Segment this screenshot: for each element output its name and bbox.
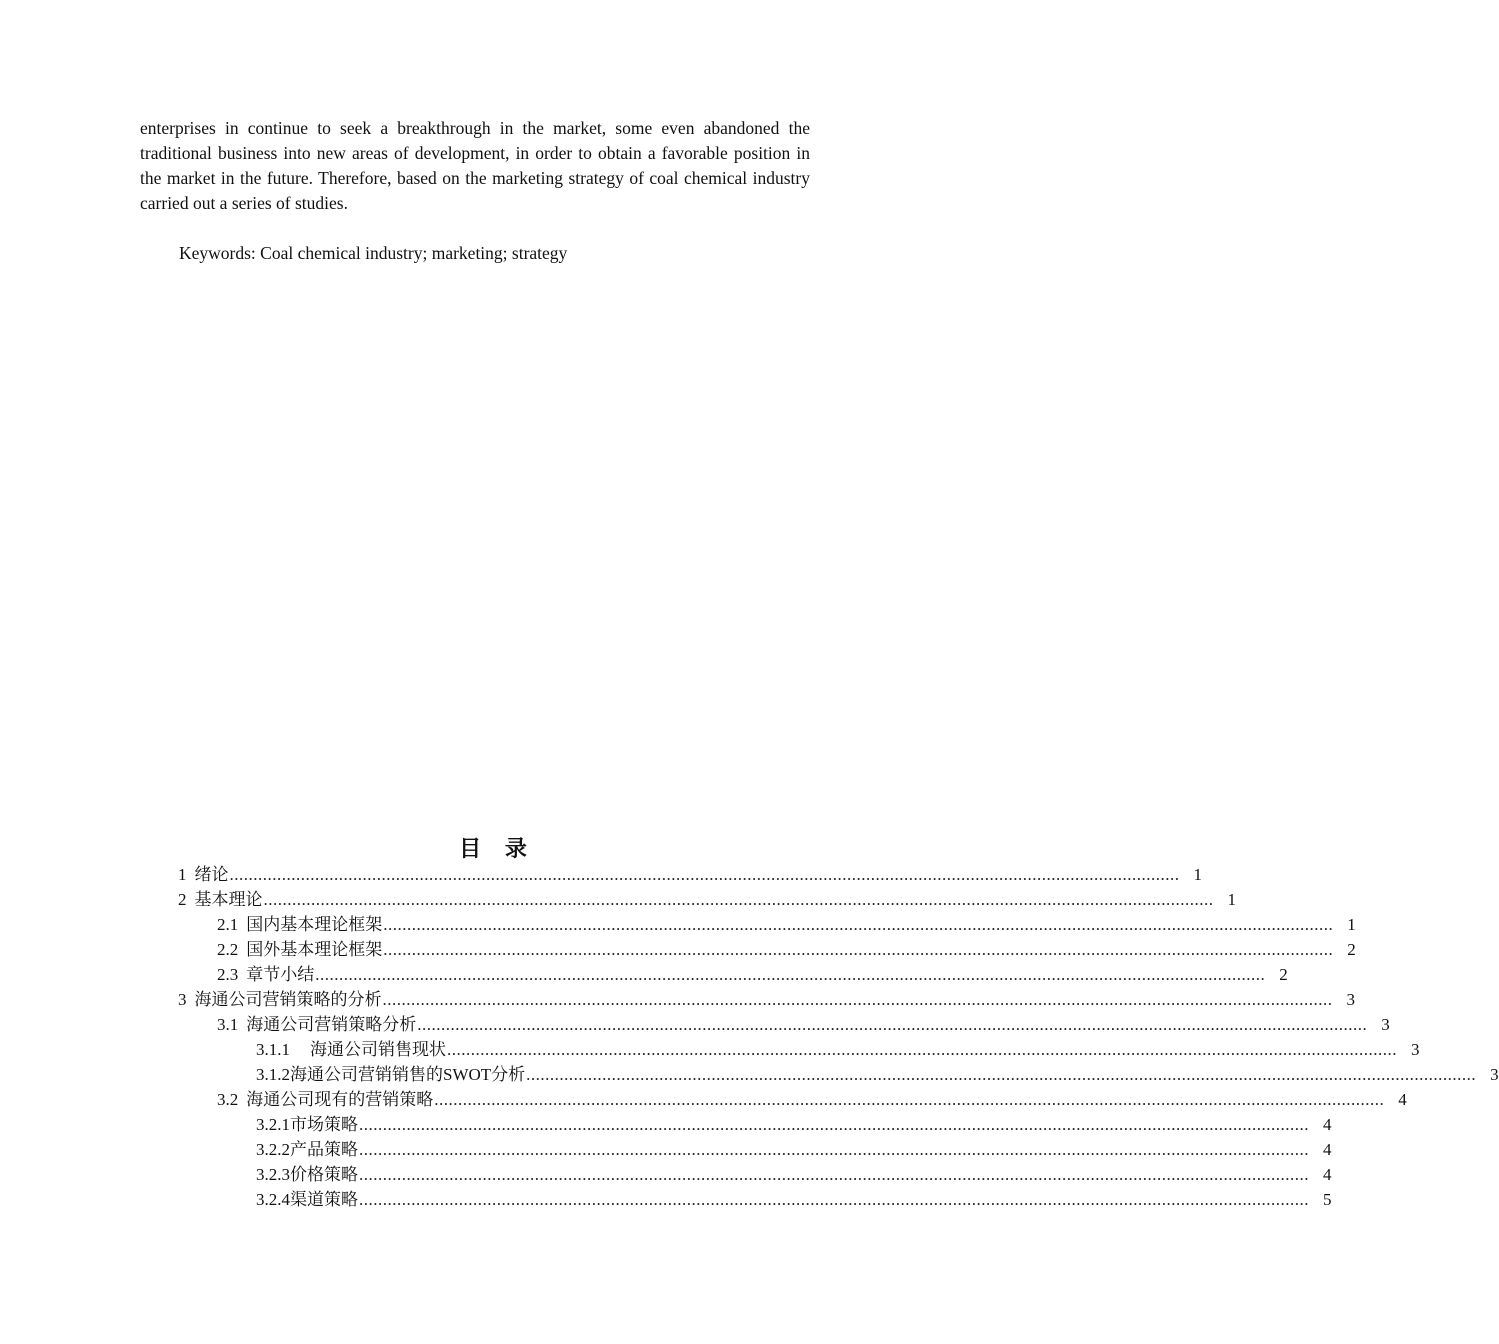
toc-leader-dots: ........................................................................................................................................................................................................: [383, 940, 1334, 959]
toc-entry[interactable]: [178, 987, 1355, 1012]
toc-entry-number: 3.1.1: [256, 1040, 290, 1059]
abstract-paragraph: enterprises in continue to seek a breakthrough in the market, some even abandoned the traditional business into new areas of development, in order to obtain a favorable position in the market in the future. Therefore, based on the marketing strategy of coal chemical industry carried out a series of studies.: [140, 118, 810, 213]
toc-entry-label: 3.2.4渠道策略: [256, 1190, 358, 1209]
toc-leader-dots: ........................................................................................................................................................................................................: [447, 1040, 1397, 1059]
toc-entry-number: 2.1: [217, 915, 239, 934]
toc-leader-dots: ........................................................................................................................................................................................................: [383, 915, 1334, 934]
toc-entry[interactable]: [256, 1062, 1499, 1087]
toc-entry[interactable]: [178, 862, 1202, 887]
toc-entry-page: 3: [1381, 1015, 1390, 1034]
toc-entry-number: 1: [178, 865, 187, 884]
toc-leader-dots: ........................................................................................................................................................................................................: [359, 1140, 1309, 1159]
toc-entry-label: 国内基本理论框架: [246, 915, 383, 934]
toc-entry[interactable]: [217, 1012, 1390, 1037]
toc-leader-dots: ........................................................................................................................................................................................................: [229, 865, 1180, 884]
toc-entry-label: 3.1.2海通公司营销销售的SWOT分析: [256, 1065, 526, 1084]
toc-entry-page: 3: [1411, 1040, 1420, 1059]
toc-entry-label: 海通公司现有的营销策略: [246, 1090, 434, 1109]
toc-entry[interactable]: [256, 1162, 1332, 1187]
toc-entry[interactable]: [256, 1037, 1420, 1062]
toc-entry-label: 3.2.1市场策略: [256, 1115, 358, 1134]
toc-title: 目 录: [459, 837, 535, 862]
toc-leader-dots: ........................................................................................................................................................................................................: [359, 1115, 1309, 1134]
toc-entry-page: 1: [1193, 865, 1202, 884]
toc-entry-label: 3.2.3价格策略: [256, 1165, 358, 1184]
toc-entry-number: 3.1: [217, 1015, 239, 1034]
toc-entry-number: 2: [178, 890, 187, 909]
toc-entry-label: 基本理论: [194, 890, 263, 909]
toc-leader-dots: ........................................................................................................................................................................................................: [526, 1065, 1477, 1084]
toc-entry-number: 3: [178, 990, 187, 1009]
toc-entry-label: 海通公司营销策略的分析: [194, 990, 382, 1009]
toc-entry-page: 1: [1227, 890, 1236, 909]
toc-entry[interactable]: [178, 887, 1236, 912]
toc-entry-number: 2.3: [217, 965, 239, 984]
toc-entry[interactable]: [256, 1187, 1332, 1212]
toc-entry[interactable]: [217, 962, 1288, 987]
toc-entry-label: 海通公司销售现状: [310, 1040, 446, 1059]
toc-leader-dots: ........................................................................................................................................................................................................: [263, 890, 1214, 909]
toc-entry[interactable]: [217, 937, 1356, 962]
toc-entry[interactable]: [217, 912, 1356, 937]
toc-entry-page: 4: [1323, 1140, 1332, 1159]
toc-entry-label: 海通公司营销策略分析: [246, 1015, 417, 1034]
toc-entry-number: 2.2: [217, 940, 239, 959]
keywords-line: Keywords: Coal chemical industry; marketing; strategy: [179, 243, 568, 263]
toc-entry-page: 3: [1490, 1065, 1499, 1084]
toc-entry-label: 绪论: [194, 865, 229, 884]
toc-leader-dots: ........................................................................................................................................................................................................: [434, 1090, 1385, 1109]
toc-entry[interactable]: [256, 1137, 1332, 1162]
toc-entry-page: 4: [1323, 1115, 1332, 1134]
toc-leader-dots: ........................................................................................................................................................................................................: [359, 1190, 1309, 1209]
toc-entry-page: 2: [1279, 965, 1288, 984]
toc-entry-page: 5: [1323, 1190, 1332, 1209]
toc-entry-page: 4: [1323, 1165, 1332, 1184]
toc-entry-label: 3.2.2产品策略: [256, 1140, 358, 1159]
toc-leader-dots: ........................................................................................................................................................................................................: [359, 1165, 1309, 1184]
toc-entry-page: 1: [1347, 915, 1356, 934]
toc-entry-label: 国外基本理论框架: [246, 940, 383, 959]
toc-leader-dots: ........................................................................................................................................................................................................: [315, 965, 1266, 984]
toc-entry-label: 章节小结: [246, 965, 315, 984]
toc-leader-dots: ........................................................................................................................................................................................................: [417, 1015, 1368, 1034]
toc-entry-page: 3: [1346, 990, 1355, 1009]
toc-entry-page: 2: [1347, 940, 1356, 959]
toc-entry-page: 4: [1398, 1090, 1407, 1109]
toc-leader-dots: ........................................................................................................................................................................................................: [382, 990, 1333, 1009]
toc-entry[interactable]: [256, 1112, 1332, 1137]
toc-entry[interactable]: [217, 1087, 1407, 1112]
toc-entry-number: 3.2: [217, 1090, 239, 1109]
